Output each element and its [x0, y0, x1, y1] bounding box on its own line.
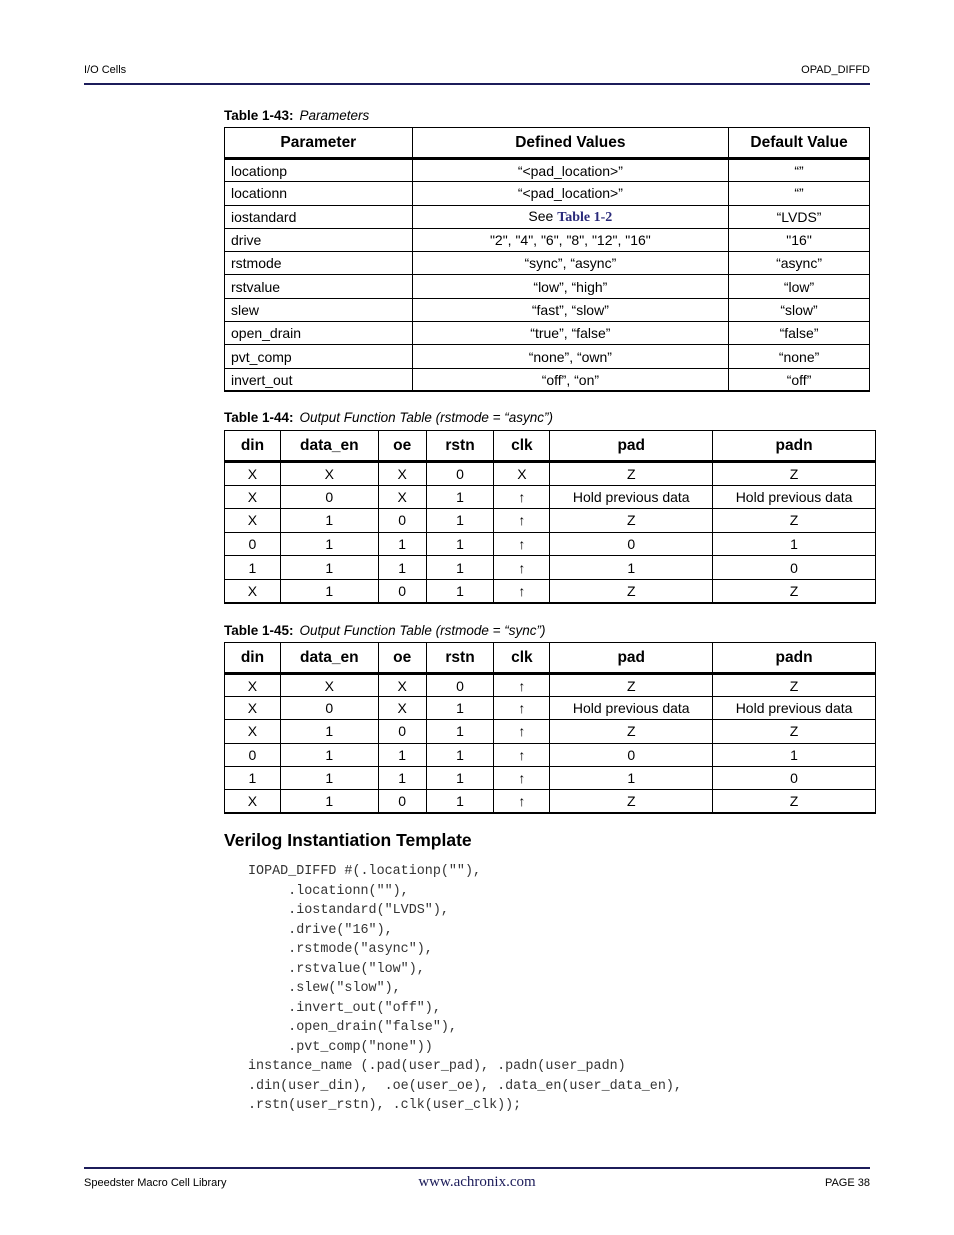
data-en-cell: 1	[280, 556, 378, 580]
output-function-table-sync	[224, 642, 876, 814]
clk-cell: X	[494, 462, 550, 486]
table-44-label: Table 1-44:	[224, 410, 294, 425]
table-row	[225, 275, 870, 298]
rstn-cell: 1	[426, 485, 494, 509]
col-header-pad: pad	[550, 643, 713, 674]
defined-values-cell	[412, 252, 728, 275]
defined-values-cell	[412, 182, 728, 205]
pad-cell: Z	[550, 789, 713, 812]
section-heading: Verilog Instantiation Template	[224, 830, 472, 850]
din-cell: 1	[225, 556, 281, 580]
oe-cell: 0	[378, 509, 426, 533]
data-en-cell: 1	[280, 743, 378, 766]
defined-values-cell	[412, 205, 728, 228]
table-1-2-link[interactable]: Table 1-2	[557, 209, 613, 225]
col-header-default-value: Default Value	[729, 128, 870, 159]
padn-cell: Hold previous data	[713, 485, 876, 509]
output-function-table-async	[224, 430, 876, 604]
verilog-code-block: IOPAD_DIFFD #(.locationp(""), .locationn(""), .iostandard("LVDS"), .drive("16"), .rstmode("async"), .rstvalue("low"), .slew("slow"), .invert_out("off"), .open_drain("false"), .pvt_comp("none")) instance_name (.pad(user_pad), .padn(user_padn) .din(user_din), .oe(user_oe), .data_en(user_data_en), .rstn(user_rstn), .clk(user_clk));	[248, 864, 682, 1113]
oe-cell: X	[378, 674, 426, 697]
cell-text: "2", "4", "6", "8", "12", "16"	[489, 232, 651, 249]
table-44-title: Output Function Table (rstmode = “async”)	[299, 410, 554, 425]
data-en-cell: 0	[280, 485, 378, 509]
default-value-cell	[729, 368, 870, 391]
clk-cell: ↑	[494, 743, 550, 766]
col-header-rstn: rstn	[426, 643, 494, 674]
footer-website-link[interactable]: www.achronix.com	[418, 1174, 536, 1190]
defined-values-cell	[412, 159, 728, 182]
parameter-name-cell	[225, 298, 413, 321]
padn-cell: Z	[713, 579, 876, 603]
data-en-cell: 0	[280, 697, 378, 720]
oe-cell: 1	[378, 556, 426, 580]
data-en-cell: 1	[280, 720, 378, 743]
din-cell: X	[225, 509, 281, 533]
table-row	[225, 579, 876, 603]
clk-cell: ↑	[494, 789, 550, 812]
pad-cell: Hold previous data	[550, 485, 713, 509]
table-row	[225, 674, 876, 697]
table-row	[225, 509, 876, 533]
oe-cell: 1	[378, 766, 426, 789]
din-cell: 0	[225, 743, 281, 766]
default-value-cell	[729, 159, 870, 182]
table-row	[225, 252, 870, 275]
pad-cell: Z	[550, 509, 713, 533]
col-header-din: din	[225, 431, 281, 462]
cell-text: "16"	[786, 232, 812, 249]
oe-cell: 1	[378, 532, 426, 556]
col-header-clk: clk	[494, 431, 550, 462]
default-value-cell	[729, 275, 870, 298]
din-cell: X	[225, 462, 281, 486]
clk-cell: ↑	[494, 674, 550, 697]
pad-cell: 1	[550, 556, 713, 580]
table-row	[225, 485, 876, 509]
oe-cell: 1	[378, 743, 426, 766]
din-cell: 0	[225, 532, 281, 556]
data-en-cell: X	[280, 674, 378, 697]
table-row	[225, 720, 876, 743]
pad-cell: 1	[550, 766, 713, 789]
parameter-name-cell	[225, 228, 413, 251]
data-en-cell: 1	[280, 579, 378, 603]
data-en-cell: 1	[280, 789, 378, 812]
cell-text: locationp	[231, 162, 288, 179]
cell-text: “true”, “false”	[530, 325, 611, 342]
default-value-cell	[729, 322, 870, 345]
cell-text: “off”	[786, 371, 812, 388]
cell-text: rstmode	[231, 255, 282, 272]
default-value-cell	[729, 298, 870, 321]
defined-values-cell	[412, 368, 728, 391]
defined-values-cell	[412, 345, 728, 368]
footer-rule	[84, 1167, 870, 1169]
clk-cell: ↑	[494, 697, 550, 720]
parameter-name-cell	[225, 159, 413, 182]
parameter-name-cell	[225, 182, 413, 205]
table-45-caption	[224, 623, 546, 638]
rstn-cell: 1	[426, 697, 494, 720]
data-en-cell: 1	[280, 509, 378, 533]
table-row	[225, 159, 870, 182]
oe-cell: X	[378, 462, 426, 486]
rstn-cell: 1	[426, 556, 494, 580]
table-row	[225, 697, 876, 720]
cell-text: “none”	[778, 348, 820, 365]
padn-cell: 0	[713, 556, 876, 580]
cell-text: locationn	[231, 185, 288, 202]
cell-text: “LVDS”	[776, 208, 822, 225]
table-row	[225, 298, 870, 321]
data-en-cell: 1	[280, 766, 378, 789]
col-header-din: din	[225, 643, 281, 674]
rstn-cell: 1	[426, 743, 494, 766]
din-cell: X	[225, 697, 281, 720]
default-value-cell	[729, 182, 870, 205]
defined-values-cell	[412, 275, 728, 298]
defined-values-cell	[412, 322, 728, 345]
col-header-pad: pad	[550, 431, 713, 462]
padn-cell: 1	[713, 532, 876, 556]
cell-text: “sync”, “async”	[524, 255, 617, 272]
col-header-rstn: rstn	[426, 431, 494, 462]
col-header-oe: oe	[378, 431, 426, 462]
oe-cell: X	[378, 697, 426, 720]
din-cell: X	[225, 789, 281, 812]
rstn-cell: 1	[426, 579, 494, 603]
oe-cell: X	[378, 485, 426, 509]
defined-values-cell	[412, 228, 728, 251]
table-45-label: Table 1-45:	[224, 623, 294, 638]
clk-cell: ↑	[494, 485, 550, 509]
default-value-cell	[729, 252, 870, 275]
cell-text: slew	[231, 301, 260, 318]
rstn-cell: 0	[426, 462, 494, 486]
clk-cell: ↑	[494, 532, 550, 556]
cell-text: “slow”	[780, 301, 818, 318]
rstn-cell: 1	[426, 789, 494, 812]
table-row	[225, 228, 870, 251]
cell-text: “off”, “on”	[541, 371, 600, 388]
cell-text: iostandard	[231, 208, 297, 225]
pad-cell: 0	[550, 743, 713, 766]
col-header-parameter: Parameter	[225, 128, 413, 159]
table-row	[225, 345, 870, 368]
parameter-name-cell	[225, 205, 413, 228]
data-en-cell: X	[280, 462, 378, 486]
table-row	[225, 766, 876, 789]
cell-text: “false”	[779, 325, 819, 342]
padn-cell: Z	[713, 674, 876, 697]
rstn-cell: 1	[426, 509, 494, 533]
clk-cell: ↑	[494, 766, 550, 789]
cell-text: “”	[794, 185, 804, 202]
rstn-cell: 0	[426, 674, 494, 697]
pad-cell: 0	[550, 532, 713, 556]
footer-doc-title: Speedster Macro Cell Library	[84, 1177, 227, 1189]
col-header-oe: oe	[378, 643, 426, 674]
table-row	[225, 322, 870, 345]
din-cell: 1	[225, 766, 281, 789]
clk-cell: ↑	[494, 720, 550, 743]
defined-values-cell	[412, 298, 728, 321]
parameter-name-cell	[225, 322, 413, 345]
cell-text: See	[528, 207, 554, 224]
cell-text: “fast”, “slow”	[531, 301, 609, 318]
padn-cell: Z	[713, 720, 876, 743]
table-row	[225, 205, 870, 228]
table-row	[225, 532, 876, 556]
cell-text: “low”	[783, 278, 815, 295]
padn-cell: Z	[713, 462, 876, 486]
rstn-cell: 1	[426, 720, 494, 743]
cell-text: “low”, “high”	[533, 278, 608, 295]
cell-text: pvt_comp	[231, 348, 292, 365]
oe-cell: 0	[378, 579, 426, 603]
clk-cell: ↑	[494, 579, 550, 603]
header-cell-name: OPAD_DIFFD	[801, 64, 870, 76]
oe-cell: 0	[378, 720, 426, 743]
cell-text: “”	[794, 162, 804, 179]
footer-page-number: PAGE 38	[824, 1177, 870, 1189]
pad-cell: Z	[550, 579, 713, 603]
parameter-name-cell	[225, 345, 413, 368]
din-cell: X	[225, 720, 281, 743]
header-section-title: I/O Cells	[84, 64, 127, 76]
padn-cell: Z	[713, 509, 876, 533]
cell-text: “<pad_location>”	[517, 185, 623, 202]
cell-text: rstvalue	[231, 278, 281, 295]
cell-text: “<pad_location>”	[517, 162, 623, 179]
table-43-title: Parameters	[299, 108, 370, 123]
cell-text: invert_out	[231, 371, 293, 388]
rstn-cell: 1	[426, 766, 494, 789]
col-header-defined-values: Defined Values	[412, 128, 728, 159]
default-value-cell	[729, 228, 870, 251]
rstn-cell: 1	[426, 532, 494, 556]
parameter-name-cell	[225, 252, 413, 275]
table-44-caption	[224, 410, 553, 425]
pad-cell: Z	[550, 462, 713, 486]
table-45-title: Output Function Table (rstmode = “sync”)	[299, 623, 546, 638]
cell-text: “none”, “own”	[528, 348, 612, 365]
table-row	[225, 789, 876, 812]
col-header-clk: clk	[494, 643, 550, 674]
parameter-name-cell	[225, 275, 413, 298]
col-header-padn: padn	[713, 643, 876, 674]
din-cell: X	[225, 674, 281, 697]
cell-text: “async”	[776, 255, 822, 272]
clk-cell: ↑	[494, 509, 550, 533]
oe-cell: 0	[378, 789, 426, 812]
parameters-table	[224, 127, 870, 392]
pad-cell: Z	[550, 720, 713, 743]
table-43-label: Table 1-43:	[224, 108, 294, 123]
table-row	[225, 556, 876, 580]
din-cell: X	[225, 579, 281, 603]
padn-cell: Z	[713, 789, 876, 812]
table-row	[225, 743, 876, 766]
cell-text: drive	[231, 232, 262, 249]
col-header-padn: padn	[713, 431, 876, 462]
padn-cell: 0	[713, 766, 876, 789]
header-rule	[84, 83, 870, 85]
cell-text: open_drain	[231, 325, 302, 342]
pad-cell: Hold previous data	[550, 697, 713, 720]
padn-cell: Hold previous data	[713, 697, 876, 720]
table-row	[225, 368, 870, 391]
table-row	[225, 182, 870, 205]
table-43-caption	[224, 108, 369, 123]
col-header-data-en: data_en	[280, 643, 378, 674]
col-header-data-en: data_en	[280, 431, 378, 462]
parameter-name-cell	[225, 368, 413, 391]
data-en-cell: 1	[280, 532, 378, 556]
default-value-cell	[729, 205, 870, 228]
din-cell: X	[225, 485, 281, 509]
default-value-cell	[729, 345, 870, 368]
padn-cell: 1	[713, 743, 876, 766]
clk-cell: ↑	[494, 556, 550, 580]
pad-cell: Z	[550, 674, 713, 697]
table-row	[225, 462, 876, 486]
